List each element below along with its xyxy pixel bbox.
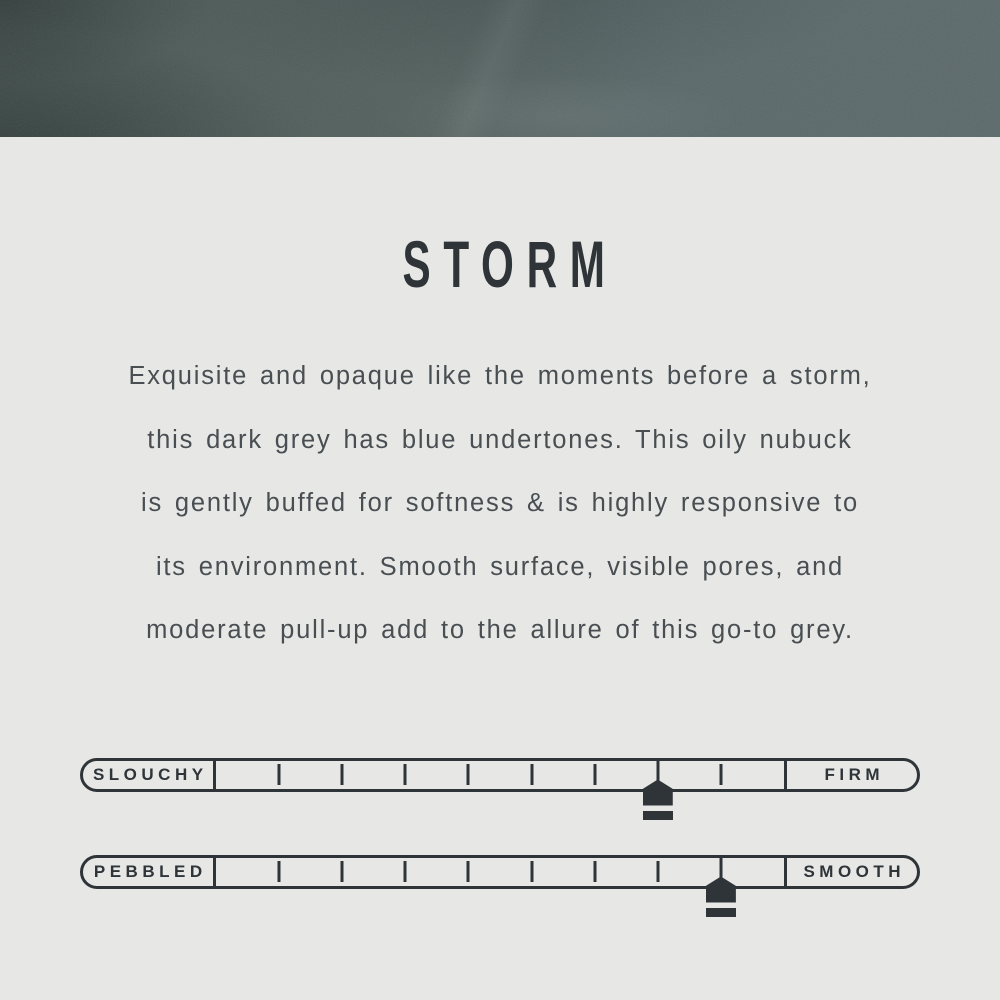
tick-mark xyxy=(467,764,470,785)
tick-mark xyxy=(593,764,596,785)
firmness-scale xyxy=(80,758,920,792)
tick-mark xyxy=(278,861,281,882)
tick-mark xyxy=(530,764,533,785)
description-line: this dark grey has blue undertones. This oily nubuck xyxy=(147,425,853,454)
marker-base xyxy=(643,811,673,820)
scale-right-label: SMOOTH xyxy=(784,858,917,886)
marker-head xyxy=(706,877,736,903)
tick-mark xyxy=(719,764,722,785)
tick-mark xyxy=(404,764,407,785)
tick-mark xyxy=(278,764,281,785)
tick-mark xyxy=(656,861,659,882)
scale-left-label: PEBBLED xyxy=(83,858,216,886)
scale-left-label: SLOUCHY xyxy=(83,761,216,789)
tick-mark xyxy=(404,861,407,882)
marker-stem xyxy=(656,761,659,781)
scale-right-label: FIRM xyxy=(784,761,917,789)
tick-mark xyxy=(341,764,344,785)
tick-mark xyxy=(530,861,533,882)
tick-mark xyxy=(467,861,470,882)
texture-scale xyxy=(80,855,920,889)
marker-stem xyxy=(719,858,722,878)
description-line: moderate pull-up add to the allure of this go-to grey. xyxy=(146,616,854,644)
attribute-scales xyxy=(0,758,1000,889)
tick-mark xyxy=(341,861,344,882)
scale-track xyxy=(216,761,784,789)
leather-sheen-overlay xyxy=(0,0,1000,137)
description-paragraph xyxy=(100,345,900,663)
description-line: is gently buffed for softness & is highly responsive to xyxy=(140,489,859,517)
description-line: Exquisite and opaque like the moments before a storm, xyxy=(128,362,872,390)
tick-mark xyxy=(593,861,596,882)
marker-head xyxy=(643,780,673,806)
description-line: its environment. Smooth surface, visible pores, and xyxy=(155,552,845,581)
marker-base xyxy=(706,908,736,917)
page-title: STORM xyxy=(402,227,618,301)
scale-track xyxy=(216,858,784,886)
leather-texture-image xyxy=(0,0,1000,137)
